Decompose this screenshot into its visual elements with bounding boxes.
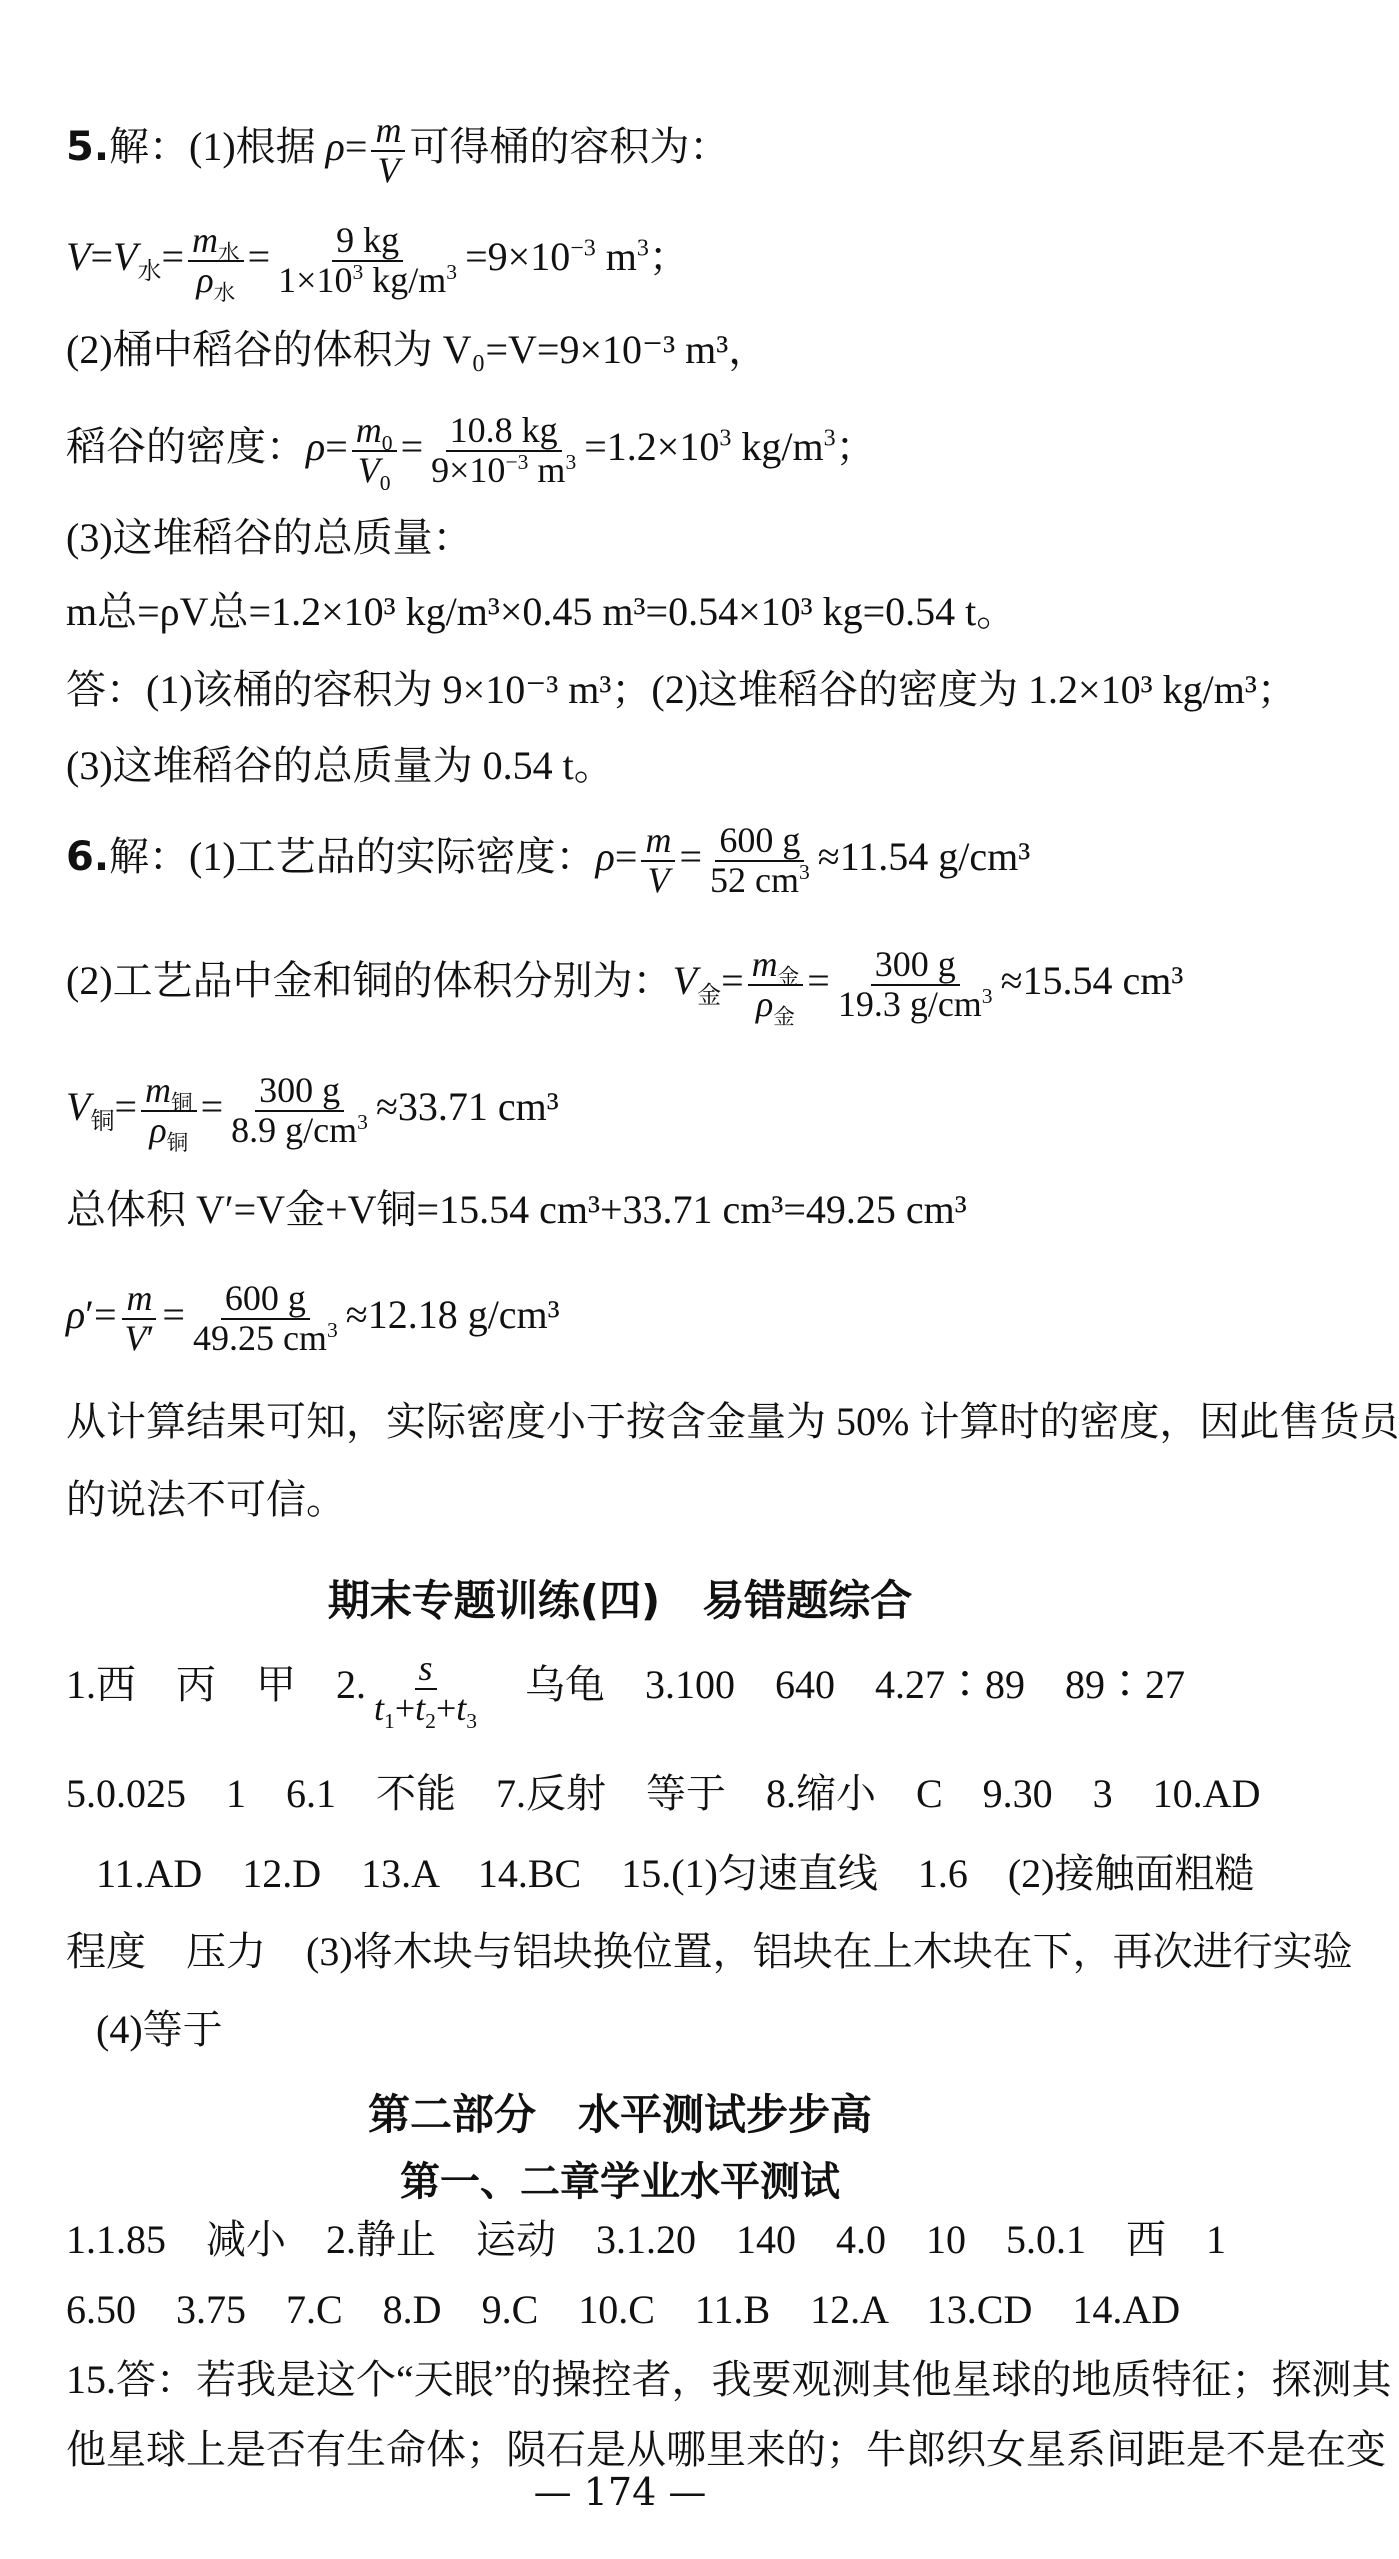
section2-row-3: 15.答：若我是这个“天眼”的操控者，我要观测其他星球的地质特征；探测其 [66, 2357, 1392, 2402]
section1-row-5: (4)等于 [96, 2007, 223, 2052]
q6-line-4: 总体积 V′=V金+V铜=15.54 cm³+33.71 cm³=49.25 cm³ [66, 1187, 967, 1232]
q5-line-7: 答：(1)该桶的容积为 9×10⁻³ m³；(2)这堆稻谷的密度为 1.2×10³ kg/m³； [66, 667, 1297, 712]
fraction-m-over-v: $\frac{m}{V}$ [371, 112, 405, 190]
q5-line-3: (2)桶中稻谷的体积为 V₀=V=9×10⁻³ m³， [66, 327, 769, 372]
page-number: — 174 — [533, 2470, 707, 2514]
section1-row-4: 程度 压力 (3)将木块与铝块换位置，铝块在上木块在下，再次进行实验 [66, 1929, 1353, 1974]
section1-row-1: 1.西 丙 甲 2. $\frac{s}{t_1+t_2+t_3}$ 乌龟 3.100 640 4.27∶89 89∶27 [66, 1648, 1186, 1733]
q5-line-5: (3)这堆稻谷的总质量： [66, 515, 473, 560]
q6-line-6: 从计算结果可知，实际密度小于按含金量为 50% 计算时的密度，因此售货员 [66, 1399, 1399, 1444]
q6-line-7: 的说法不可信。 [66, 1477, 346, 1522]
section-heading-final-training: 期末专题训练(四) 易错题综合 [327, 1576, 913, 1625]
section-subheading-chapter-test: 第一、二章学业水平测试 [400, 2159, 840, 2205]
section2-row-2: 6.50 3.75 7.C 8.D 9.C 10.C 11.B 12.A 13.CD 14.AD [66, 2287, 1181, 2332]
section-heading-part-two: 第二部分 水平测试步步高 [367, 2090, 872, 2139]
q6-line-3: $V_铜=$ $\frac{m_铜}{\rho_铜}$ = $\frac{300 g}{8.9 g/cm^3}$ ≈33.71 cm³ [66, 1070, 559, 1155]
q6-line-5: ρ′= $\frac{m}{V'}$ = $\frac{600 g}{49.25 cm^3}$ ≈12.18 g/cm³ [66, 1278, 560, 1358]
section2-row-4: 他星球上是否有生命体；陨石是从哪里来的；牛郎织女星系间距是不是在变 [66, 2427, 1386, 2472]
section1-row-2: 5.0.025 1 6.1 不能 7.反射 等于 8.缩小 C 9.30 3 10.AD [66, 1771, 1261, 1816]
q5-line-1: 5.解：(1)根据 ρ= $\frac{m}{V}$ 可得桶的容积为： [66, 110, 730, 190]
q6-line-1: 6.解：(1)工艺品的实际密度：ρ= $\frac{m}{V}$ = $\frac{600 g}{52 cm^3}$ ≈11.54 g/cm³ [66, 820, 1031, 900]
q6-line-2: (2)工艺品中金和铜的体积分别为：$V_金=$ $\frac{m_金}{\rho_金}$ = $\frac{300 g}{19.3 g/cm^3}$ ≈15.54 cm³ [66, 944, 1184, 1029]
section2-row-1: 1.1.85 减小 2.静止 运动 3.1.20 140 4.0 10 5.0.1 西 1 [66, 2217, 1226, 2262]
q5-line-8: (3)这堆稻谷的总质量为 0.54 t。 [66, 743, 614, 788]
q5-volume-formula: $V=V_水=$ $\frac{m_水}{\rho_水}$ = $\frac{9 kg}{1\times 10^3 kg/m^3}$ $=9\times 10^{-3}$ $m^3$； [66, 220, 689, 305]
q5-line-6: m总=ρV总=1.2×10³ kg/m³×0.45 m³=0.54×10³ kg=0.54 t。 [66, 589, 1017, 634]
section1-row-3: 11.AD 12.D 13.A 14.BC 15.(1)匀速直线 1.6 (2)接触面粗糙 [96, 1851, 1255, 1896]
q5-density-formula: 稻谷的密度：ρ= $\frac{m_0}{V_0}$ = $\frac{10.8 kg}{9\times 10^{-3} m^3}$ $=1.2\times 10^3$ $kg/m^3$； [66, 410, 876, 495]
